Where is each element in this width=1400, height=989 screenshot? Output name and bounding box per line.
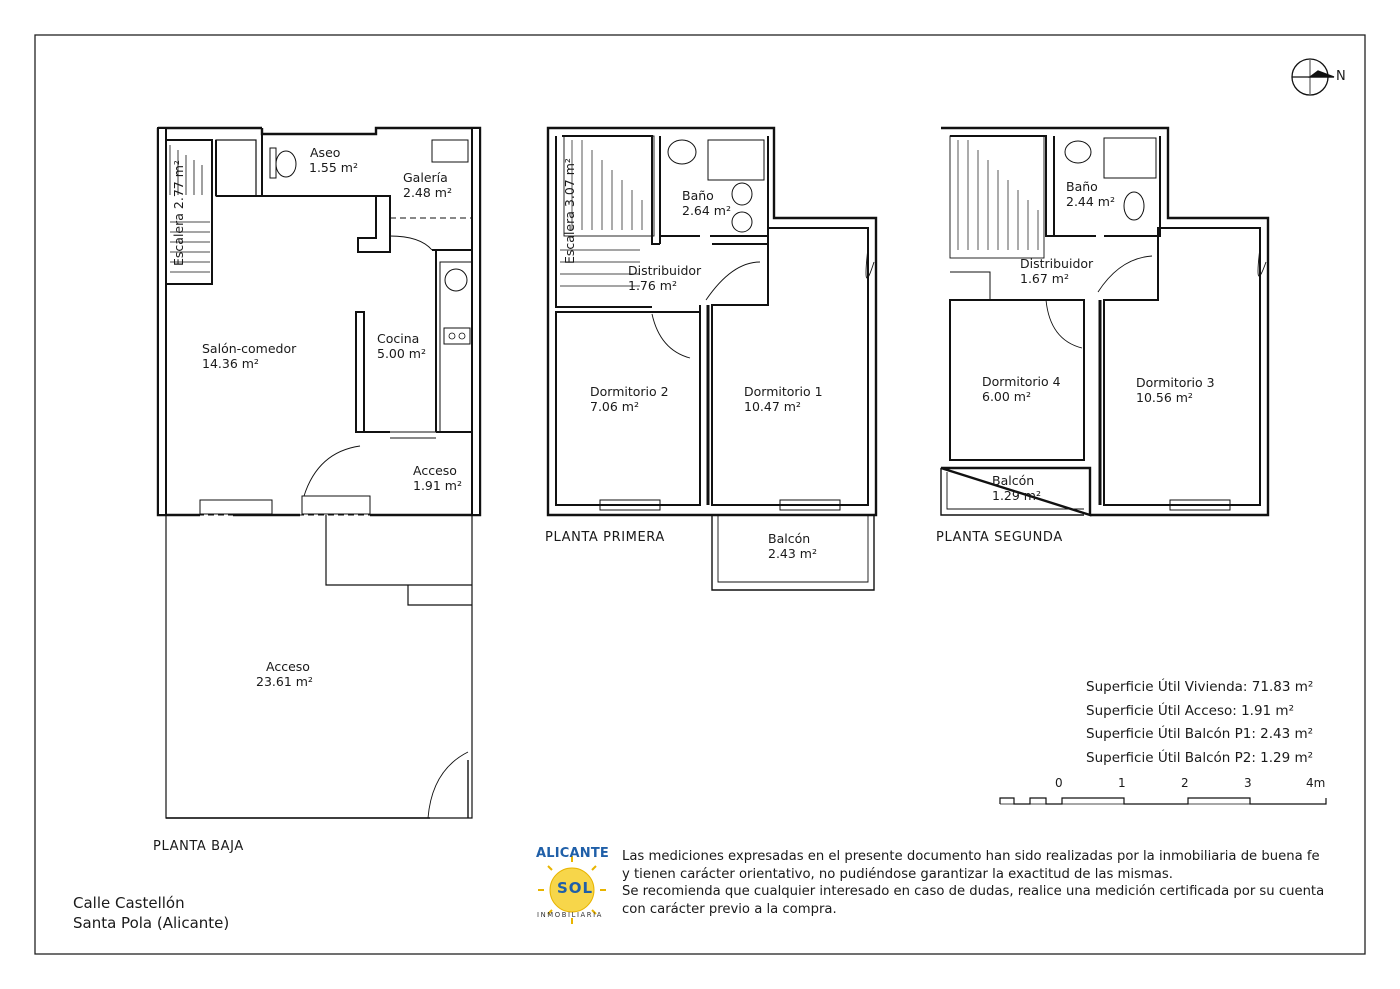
scale-label-4m: 4m bbox=[1306, 776, 1326, 790]
room-name: Dormitorio 2 bbox=[590, 384, 669, 399]
scale-label-1: 1 bbox=[1118, 776, 1126, 790]
disclaimer-line: con carácter previo a la compra. bbox=[622, 901, 837, 917]
room-name: Cocina bbox=[377, 331, 420, 346]
room-area: 2.64 m² bbox=[682, 203, 731, 218]
room-area: 7.06 m² bbox=[590, 399, 639, 414]
summary-vivienda: Superficie Útil Vivienda: 71.83 m² bbox=[1086, 679, 1314, 695]
room-label-acceso-interior bbox=[413, 463, 462, 493]
room-label-acceso-exterior bbox=[256, 659, 313, 689]
room-name: Escalera bbox=[171, 213, 186, 266]
room-label-distribuidor-primera bbox=[628, 263, 701, 293]
summary-acceso: Superficie Útil Acceso: 1.91 m² bbox=[1086, 702, 1294, 719]
surface-summary bbox=[1086, 676, 1313, 770]
room-name: Escalera bbox=[562, 211, 577, 264]
alicante-sol-logo bbox=[532, 846, 612, 926]
north-arrow-icon bbox=[1292, 59, 1334, 95]
room-label-aseo bbox=[310, 145, 358, 175]
summary-balcon-p2: Superficie Útil Balcón P2: 1.29 m² bbox=[1086, 749, 1314, 766]
room-name: Distribuidor bbox=[628, 263, 702, 278]
room-area: 1.55 m² bbox=[309, 160, 358, 175]
room-name: Aseo bbox=[310, 145, 341, 160]
scale-label-3: 3 bbox=[1244, 776, 1252, 790]
room-name: Balcón bbox=[992, 473, 1035, 488]
room-area: 1.91 m² bbox=[413, 478, 462, 493]
logo-sub: INMOBILIARIA bbox=[537, 911, 603, 919]
room-area: 2.77 m² bbox=[171, 160, 186, 210]
room-label-balcon-segunda bbox=[992, 473, 1041, 503]
address-street: Calle Castellón bbox=[73, 894, 185, 912]
scale-bar bbox=[1000, 798, 1326, 804]
room-name: Dormitorio 1 bbox=[744, 384, 823, 399]
room-label-galeria bbox=[403, 170, 452, 200]
room-name: Balcón bbox=[768, 531, 811, 546]
scale-label-2: 2 bbox=[1181, 776, 1189, 790]
room-label-cocina bbox=[377, 331, 426, 361]
room-label-dormitorio-3 bbox=[1136, 375, 1215, 405]
plan-title-segunda: PLANTA SEGUNDA bbox=[936, 530, 1063, 545]
room-name: Dormitorio 4 bbox=[982, 374, 1061, 389]
room-name: Acceso bbox=[266, 659, 310, 674]
room-area: 3.07 m² bbox=[562, 158, 577, 208]
room-area: 1.67 m² bbox=[1020, 271, 1069, 286]
address-block bbox=[73, 893, 229, 933]
logo-word: SOL bbox=[557, 879, 594, 897]
plan-title-baja: PLANTA BAJA bbox=[153, 839, 244, 854]
disclaimer-line: y tienen carácter orientativo, no pudiéndose garantizar la exactitud de las mismas. bbox=[622, 866, 1173, 882]
room-label-escalera-primera bbox=[563, 158, 577, 264]
room-name: Dormitorio 3 bbox=[1136, 375, 1215, 390]
room-name: Baño bbox=[1066, 179, 1098, 194]
room-area: 10.56 m² bbox=[1136, 390, 1193, 405]
disclaimer-line: Se recomienda que cualquier interesado en caso de dudas, realice una medición certificada por su cuenta bbox=[622, 884, 1325, 899]
room-label-dormitorio-1 bbox=[744, 384, 823, 414]
room-area: 5.00 m² bbox=[377, 346, 426, 361]
room-name: Baño bbox=[682, 188, 714, 203]
room-label-dormitorio-2 bbox=[590, 384, 669, 414]
logo-brand: ALICANTE bbox=[536, 846, 610, 861]
room-area: 6.00 m² bbox=[982, 389, 1031, 404]
room-area: 2.43 m² bbox=[768, 546, 817, 561]
scale-label-0: 0 bbox=[1055, 776, 1063, 790]
room-label-bano-segunda bbox=[1066, 179, 1115, 209]
room-area: 2.44 m² bbox=[1066, 194, 1115, 209]
room-area: 2.48 m² bbox=[403, 185, 452, 200]
room-label-bano-primera bbox=[682, 188, 731, 218]
room-area: 14.36 m² bbox=[202, 356, 259, 371]
room-label-dormitorio-4 bbox=[982, 374, 1061, 404]
room-area: 23.61 m² bbox=[256, 674, 313, 689]
room-label-escalera-baja bbox=[172, 160, 186, 266]
room-name: Salón-comedor bbox=[202, 341, 297, 356]
plan-title-primera: PLANTA PRIMERA bbox=[545, 530, 665, 545]
north-label: N bbox=[1336, 69, 1346, 84]
room-name: Acceso bbox=[413, 463, 457, 478]
room-area: 1.76 m² bbox=[628, 278, 677, 293]
room-area: 1.29 m² bbox=[992, 488, 1041, 503]
room-area: 10.47 m² bbox=[744, 399, 801, 414]
disclaimer-text bbox=[622, 848, 1362, 918]
room-name: Galería bbox=[403, 170, 448, 185]
address-city: Santa Pola (Alicante) bbox=[73, 914, 230, 932]
room-label-salon-comedor bbox=[202, 341, 296, 371]
room-name: Distribuidor bbox=[1020, 256, 1094, 271]
summary-balcon-p1: Superficie Útil Balcón P1: 2.43 m² bbox=[1086, 726, 1314, 742]
disclaimer-line: Las mediciones expresadas en el presente documento han sido realizadas por la inmobiliaria de buena fe bbox=[622, 849, 1320, 864]
room-label-distribuidor-segunda bbox=[1020, 256, 1093, 286]
room-label-balcon-primera bbox=[768, 531, 817, 561]
